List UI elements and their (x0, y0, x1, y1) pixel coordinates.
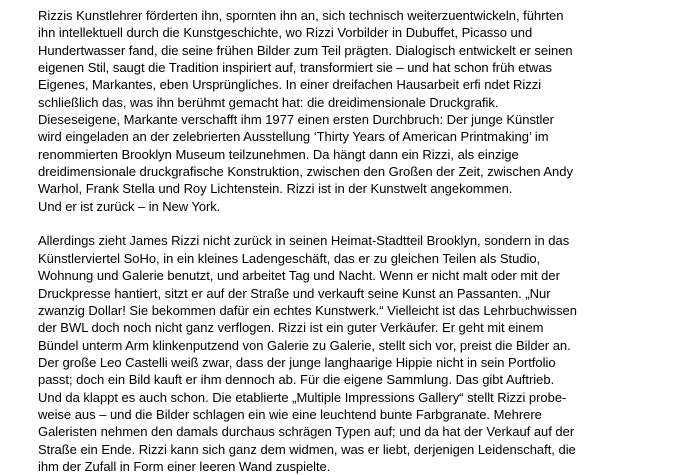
text-line: ihm der Zufall in Form einer leeren Wand zuspielte. (38, 458, 331, 474)
text-line: Und da klappt es auch schon. Die etablierte „Multiple Impressions Gallery“ stellt Rizzi probe- (38, 389, 567, 405)
text-line: Rizzis Kunstlehrer förderten ihn, spornten ihn an, sich technisch weiterzuentwickeln, führten (38, 8, 564, 23)
text-line: Druckpresse hantiert, sitzt er auf der Straße und verkauft seine Kunst an Passanten. „Nur (38, 285, 551, 301)
text-line: eigenen Stil, saugt die Tradition inspiriert auf, transformiert sie – und hat schon früh etwas (38, 60, 552, 76)
text-line: renommierten Brooklyn Museum teilzunehmen. Da hängt dann ein Rizzi, als einzige (38, 146, 519, 162)
text-line: Galeristen nehmen den damals durchaus schrägen Typen auf; und da hat der Verkauf auf der (38, 424, 575, 440)
text-line: Warhol, Frank Stella und Roy Lichtenstein. Rizzi ist in der Kunstwelt angekommen. (38, 181, 513, 197)
text-line: Wohnung und Galerie benutzt, und arbeitet Tag und Nacht. Wenn er nicht malt oder mit der (38, 268, 560, 284)
text-line: schließlich das, was ihn berühmt gemacht hat: die dreidimensionale Druckgrafik. (38, 94, 499, 110)
text-line: wird eingeladen an der zelebrierten Ausstellung ‘Thirty Years of American Printmaking’ im (38, 129, 549, 145)
text-line: Dieseseigene, Markante verschafft ihm 1977 einen ersten Durchbruch: Der junge Künstler (38, 112, 554, 128)
text-line: Allerdings zieht James Rizzi nicht zurück in seinen Heimat-Stadtteil Brooklyn, sondern in das (38, 233, 570, 249)
document-page (38, 7, 674, 475)
text-line: zwanzig Dollar! Sie bekommen dafür ein echtes Kunstwerk.“ Vielleicht ist das Lehrbuchwissen (38, 302, 577, 318)
text-line: Straße ein Ende. Rizzi kann sich ganz dem widmen, was er liebt, derjenigen Leidenschaft, die (38, 441, 576, 457)
text-line: Eigenes, Markantes, eben Ursprüngliches. In einer dreifachen Hausarbeit erfi ndet Rizzi (38, 77, 542, 93)
text-line: Hundertwasser fand, die seine frühen Bilder zum Teil prägten. Dialogisch entwickelt er seinen (38, 42, 573, 58)
text-line: der BWL doch noch nicht ganz verflogen. Rizzi ist ein guter Verkäufer. Er geht mit einem (38, 320, 544, 336)
text-line: weise aus – und die Bilder schlagen ein wie eine leuchtend bunte Farbgranate. Mehrere (38, 406, 542, 422)
text-line: Künstlerviertel SoHo, in ein kleines Ladengeschäft, das er zu gleichen Teilen als Studio, (38, 250, 541, 266)
text-line: Und er ist zurück – in New York. (38, 198, 221, 214)
text-line: Bündel unterm Arm klinkenputzend von Galerie zu Galerie, stellt sich vor, preist die Bilder an. (38, 337, 571, 353)
paragraph-2 (38, 232, 674, 475)
text-line: ihn intellektuell durch die Kunstgeschichte, wo Rizzi Vorbilder in Dubuffet, Picasso und (38, 25, 533, 41)
text-line: Der große Leo Castelli weiß zwar, dass der junge langhaarige Hippie nicht in sein Portfolio (38, 354, 556, 370)
text-line: dreidimensionale druckgrafische Konstruktion, zwischen den Großen der Zeit, zwischen Andy (38, 164, 573, 180)
paragraph-spacer (38, 215, 674, 232)
text-line: passt; doch ein Bild kauft er ihm dennoch ab. Für die eigene Sammlung. Das gibt Auftrieb. (38, 372, 555, 388)
paragraph-1 (38, 7, 674, 215)
